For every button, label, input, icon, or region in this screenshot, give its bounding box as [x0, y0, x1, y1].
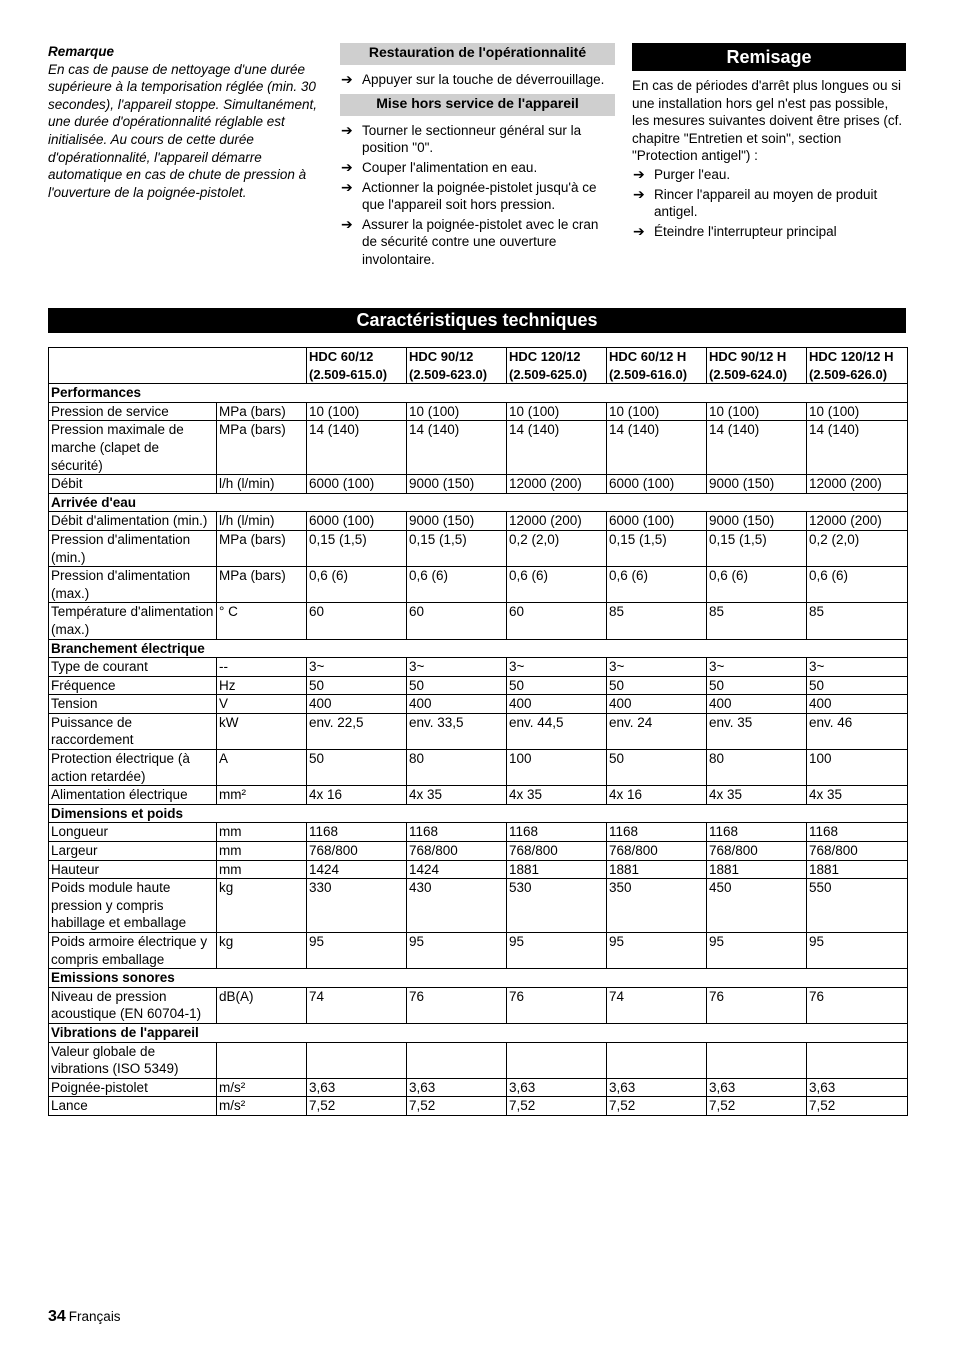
remisage-block [632, 43, 906, 242]
restauration-heading: Restauration de l'opérationnalité [340, 43, 615, 65]
row-unit: mm [217, 823, 307, 842]
value-cell: 7,52 [307, 1097, 407, 1116]
table-row [49, 713, 908, 749]
page-language: Français [68, 1309, 121, 1324]
value-cell: 3,63 [407, 1078, 507, 1097]
value-cell: 95 [307, 933, 407, 969]
value-cell: 1168 [707, 823, 807, 842]
value-cell: 7,52 [807, 1097, 908, 1116]
value-cell: 4x 16 [607, 786, 707, 805]
value-cell: 7,52 [707, 1097, 807, 1116]
row-unit: kW [217, 713, 307, 749]
arrow-right-icon: ➔ [341, 70, 353, 87]
value-cell: 3~ [507, 658, 607, 677]
table-row [49, 658, 908, 677]
value-cell: 95 [707, 933, 807, 969]
arrow-right-icon: ➔ [341, 178, 353, 195]
table-row [49, 842, 908, 861]
row-unit: A [217, 750, 307, 786]
value-cell: 4x 35 [507, 786, 607, 805]
remarque-title: Remarque [48, 44, 115, 59]
value-cell: 76 [707, 987, 807, 1023]
value-cell: 50 [507, 676, 607, 695]
header-empty-cell [49, 348, 307, 384]
value-cell: 3~ [707, 658, 807, 677]
value-cell: 3,63 [307, 1078, 407, 1097]
value-cell: 6000 (100) [307, 475, 407, 494]
row-unit: MPa (bars) [217, 402, 307, 421]
value-cell: 10 (100) [507, 402, 607, 421]
arrow-right-icon: ➔ [341, 121, 353, 138]
value-cell: 95 [507, 933, 607, 969]
table-row [49, 879, 908, 933]
section-row [49, 384, 908, 403]
list-item: ➔ Purger l'eau. [633, 165, 731, 182]
restauration-steps [340, 71, 615, 89]
value-cell: 1168 [407, 823, 507, 842]
value-cell: env. 24 [607, 713, 707, 749]
table-row [49, 475, 908, 494]
row-label: Pression maximale de marche (clapet de sécurité) [49, 421, 217, 475]
value-cell: 0,6 (6) [507, 567, 607, 603]
value-cell: 60 [307, 603, 407, 639]
value-cell: 0,6 (6) [807, 567, 908, 603]
value-cell: 76 [807, 987, 908, 1023]
value-cell: 85 [707, 603, 807, 639]
row-unit: kg [217, 933, 307, 969]
row-label: Alimentation électrique [49, 786, 217, 805]
value-cell: 330 [307, 879, 407, 933]
value-cell: 50 [407, 676, 507, 695]
list-item: ➔ Appuyer sur la touche de déverrouillage. [341, 70, 605, 87]
value-cell: 9000 (150) [707, 512, 807, 531]
list-item: ➔ Couper l'alimentation en eau. [341, 158, 538, 175]
value-cell: env. 44,5 [507, 713, 607, 749]
section-title: Emissions sonores [49, 969, 908, 988]
table-header-row [49, 348, 908, 384]
row-unit: V [217, 695, 307, 714]
value-cell: 3,63 [807, 1078, 908, 1097]
value-cell: 12000 (200) [807, 512, 908, 531]
column-header: HDC 120/12 H (2.509-626.0) [807, 348, 908, 384]
value-cell: 768/800 [807, 842, 908, 861]
value-cell: 95 [807, 933, 908, 969]
row-label: Fréquence [49, 676, 217, 695]
value-cell: 95 [407, 933, 507, 969]
value-cell: 0,6 (6) [607, 567, 707, 603]
value-cell: 0,15 (1,5) [407, 530, 507, 566]
value-cell: 100 [807, 750, 908, 786]
row-label: Poignée-pistolet [49, 1078, 217, 1097]
value-cell: 350 [607, 879, 707, 933]
value-cell: 400 [707, 695, 807, 714]
row-unit: m/s² [217, 1097, 307, 1116]
column-header: HDC 60/12 (2.509-615.0) [307, 348, 407, 384]
row-label: Valeur globale de vibrations (ISO 5349) [49, 1042, 217, 1078]
value-cell: 9000 (150) [407, 512, 507, 531]
row-unit: ° C [217, 603, 307, 639]
value-cell: 0,2 (2,0) [507, 530, 607, 566]
value-cell: 1881 [607, 860, 707, 879]
value-cell: 50 [307, 676, 407, 695]
value-cell: 14 (140) [707, 421, 807, 475]
value-cell: 50 [707, 676, 807, 695]
row-unit: kg [217, 879, 307, 933]
table-row [49, 695, 908, 714]
arrow-right-icon: ➔ [341, 158, 353, 175]
mise-hors-service-steps [340, 122, 615, 269]
section-row [49, 1023, 908, 1042]
row-label: Débit d'alimentation (min.) [49, 512, 217, 531]
section-row [49, 639, 908, 658]
value-cell: 76 [507, 987, 607, 1023]
value-cell: 6000 (100) [307, 512, 407, 531]
mise-hors-service-heading: Mise hors service de l'appareil [340, 94, 615, 116]
value-cell: 0,2 (2,0) [807, 530, 908, 566]
value-cell: 4x 35 [407, 786, 507, 805]
value-cell: 768/800 [407, 842, 507, 861]
remarque-block [48, 43, 326, 201]
row-unit: Hz [217, 676, 307, 695]
table-row [49, 530, 908, 566]
value-cell: 1424 [407, 860, 507, 879]
value-cell: 400 [507, 695, 607, 714]
value-cell: 14 (140) [807, 421, 908, 475]
value-cell: env. 35 [707, 713, 807, 749]
value-cell: env. 33,5 [407, 713, 507, 749]
arrow-right-icon: ➔ [341, 215, 353, 232]
value-cell: 14 (140) [607, 421, 707, 475]
arrow-right-icon: ➔ [633, 165, 645, 182]
list-item: ➔ Actionner la poignée-pistolet jusqu'à ce que l'appareil soit hors pression. [341, 178, 597, 213]
value-cell: 85 [607, 603, 707, 639]
value-cell: 1168 [607, 823, 707, 842]
value-cell: 60 [507, 603, 607, 639]
value-cell: 400 [607, 695, 707, 714]
row-label: Lance [49, 1097, 217, 1116]
column-header: HDC 120/12 (2.509-625.0) [507, 348, 607, 384]
row-unit: mm [217, 842, 307, 861]
value-cell: 1881 [807, 860, 908, 879]
value-cell: 12000 (200) [507, 512, 607, 531]
value-cell: 9000 (150) [707, 475, 807, 494]
value-cell: 10 (100) [807, 402, 908, 421]
value-cell: 85 [807, 603, 908, 639]
value-cell: 0,6 (6) [307, 567, 407, 603]
section-row [49, 969, 908, 988]
row-unit: -- [217, 658, 307, 677]
row-unit: l/h (l/min) [217, 512, 307, 531]
value-cell: 4x 16 [307, 786, 407, 805]
section-row [49, 804, 908, 823]
table-row [49, 567, 908, 603]
value-cell: 768/800 [307, 842, 407, 861]
table-row [49, 1097, 908, 1116]
value-cell: 3,63 [707, 1078, 807, 1097]
value-cell: 95 [607, 933, 707, 969]
row-label: Hauteur [49, 860, 217, 879]
section-title: Vibrations de l'appareil [49, 1023, 908, 1042]
value-cell [307, 1042, 407, 1078]
table-row [49, 933, 908, 969]
value-cell: 14 (140) [507, 421, 607, 475]
table-row [49, 421, 908, 475]
value-cell: 0,6 (6) [707, 567, 807, 603]
value-cell: 12000 (200) [807, 475, 908, 494]
list-item: ➔ Éteindre l'interrupteur principal [633, 222, 837, 239]
value-cell: 50 [607, 750, 707, 786]
row-label: Longueur [49, 823, 217, 842]
value-cell: 0,15 (1,5) [707, 530, 807, 566]
spec-body [49, 384, 908, 1116]
value-cell: 7,52 [407, 1097, 507, 1116]
row-unit: l/h (l/min) [217, 475, 307, 494]
list-item: ➔ Rincer l'appareil au moyen de produit antigel. [633, 185, 878, 220]
row-label: Tension [49, 695, 217, 714]
column-header: HDC 90/12 (2.509-623.0) [407, 348, 507, 384]
row-label: Poids armoire électrique y compris emballage [49, 933, 217, 969]
row-label: Type de courant [49, 658, 217, 677]
arrow-right-icon: ➔ [633, 222, 645, 239]
value-cell [507, 1042, 607, 1078]
table-row [49, 823, 908, 842]
value-cell: 3~ [807, 658, 908, 677]
row-unit: mm [217, 860, 307, 879]
row-unit: MPa (bars) [217, 567, 307, 603]
table-row [49, 512, 908, 531]
page-number: 34 [48, 1308, 66, 1325]
value-cell [407, 1042, 507, 1078]
list-item: ➔ Assurer la poignée-pistolet avec le cran de sécurité contre une ouverture involontaire. [341, 215, 599, 267]
section-title: Arrivée d'eau [49, 493, 908, 512]
value-cell: 4x 35 [707, 786, 807, 805]
value-cell: 1881 [707, 860, 807, 879]
value-cell: 9000 (150) [407, 475, 507, 494]
row-label: Poids module haute pression y compris habillage et emballage [49, 879, 217, 933]
value-cell: 80 [407, 750, 507, 786]
value-cell [707, 1042, 807, 1078]
value-cell: 3,63 [607, 1078, 707, 1097]
value-cell: 50 [807, 676, 908, 695]
value-cell: 530 [507, 879, 607, 933]
remarque-text: En cas de pause de nettoyage d'une durée supérieure à la temporisation réglée (min. 30 secondes), l'appareil stoppe. Simultanément, une durée d'opérationnalité réglable est initialisée. Au cours de cette durée d'opérationnalité, l'appareil démarre automatique en cas de chute de pression à l'ouverture de la poignée-pistolet. [48, 61, 317, 200]
value-cell: 400 [807, 695, 908, 714]
value-cell: 10 (100) [607, 402, 707, 421]
row-unit: m/s² [217, 1078, 307, 1097]
row-label: Puissance de raccordement [49, 713, 217, 749]
table-row [49, 750, 908, 786]
value-cell: 3~ [607, 658, 707, 677]
value-cell: 3,63 [507, 1078, 607, 1097]
value-cell: 14 (140) [407, 421, 507, 475]
row-label: Pression d'alimentation (min.) [49, 530, 217, 566]
remisage-steps [632, 166, 906, 240]
value-cell: env. 46 [807, 713, 908, 749]
row-label: Protection électrique (à action retardée) [49, 750, 217, 786]
row-label: Débit [49, 475, 217, 494]
spec-table [48, 347, 908, 1116]
remisage-intro: En cas de périodes d'arrêt plus longues ou si une installation hors gel n'est pas possible, les mesures suivantes doivent être prises (cf. chapitre "Entretien et soin", section "Protection antigel") : [632, 78, 903, 164]
operation-block [340, 43, 615, 271]
row-unit: mm² [217, 786, 307, 805]
value-cell: 10 (100) [407, 402, 507, 421]
row-label: Niveau de pression acoustique (EN 60704-1) [49, 987, 217, 1023]
remisage-heading: Remisage [632, 43, 906, 71]
value-cell: 100 [507, 750, 607, 786]
table-row [49, 402, 908, 421]
value-cell: 0,6 (6) [407, 567, 507, 603]
value-cell: env. 22,5 [307, 713, 407, 749]
value-cell: 6000 (100) [607, 512, 707, 531]
value-cell: 76 [407, 987, 507, 1023]
value-cell [807, 1042, 908, 1078]
arrow-right-icon: ➔ [633, 185, 645, 202]
value-cell: 50 [607, 676, 707, 695]
row-unit [217, 1042, 307, 1078]
value-cell: 1424 [307, 860, 407, 879]
list-item: ➔ Tourner le sectionneur général sur la position "0". [341, 121, 582, 156]
value-cell: 768/800 [507, 842, 607, 861]
value-cell: 3~ [407, 658, 507, 677]
table-row [49, 1042, 908, 1078]
value-cell: 50 [307, 750, 407, 786]
value-cell: 60 [407, 603, 507, 639]
row-label: Largeur [49, 842, 217, 861]
value-cell: 3~ [307, 658, 407, 677]
value-cell: 12000 (200) [507, 475, 607, 494]
value-cell: 1168 [507, 823, 607, 842]
value-cell: 1168 [807, 823, 908, 842]
section-title: Branchement électrique [49, 639, 908, 658]
value-cell: 0,15 (1,5) [607, 530, 707, 566]
section-title: Dimensions et poids [49, 804, 908, 823]
value-cell: 10 (100) [307, 402, 407, 421]
value-cell: 14 (140) [307, 421, 407, 475]
value-cell: 550 [807, 879, 908, 933]
column-header: HDC 60/12 H (2.509-616.0) [607, 348, 707, 384]
value-cell [607, 1042, 707, 1078]
section-row [49, 493, 908, 512]
row-unit: MPa (bars) [217, 530, 307, 566]
value-cell: 0,15 (1,5) [307, 530, 407, 566]
table-row [49, 676, 908, 695]
table-row [49, 786, 908, 805]
table-row [49, 603, 908, 639]
table-row [49, 1078, 908, 1097]
value-cell: 768/800 [707, 842, 807, 861]
value-cell: 1168 [307, 823, 407, 842]
table-row [49, 987, 908, 1023]
row-unit: MPa (bars) [217, 421, 307, 475]
value-cell: 80 [707, 750, 807, 786]
value-cell: 74 [607, 987, 707, 1023]
row-label: Pression de service [49, 402, 217, 421]
row-label: Température d'alimentation (max.) [49, 603, 217, 639]
value-cell: 6000 (100) [607, 475, 707, 494]
column-header: HDC 90/12 H (2.509-624.0) [707, 348, 807, 384]
value-cell: 10 (100) [707, 402, 807, 421]
value-cell: 7,52 [507, 1097, 607, 1116]
value-cell: 768/800 [607, 842, 707, 861]
value-cell: 400 [307, 695, 407, 714]
tech-heading: Caractéristiques techniques [48, 308, 906, 333]
value-cell: 74 [307, 987, 407, 1023]
table-row [49, 860, 908, 879]
page-footer [48, 1308, 121, 1326]
value-cell: 7,52 [607, 1097, 707, 1116]
value-cell: 1881 [507, 860, 607, 879]
value-cell: 400 [407, 695, 507, 714]
value-cell: 4x 35 [807, 786, 908, 805]
row-label: Pression d'alimentation (max.) [49, 567, 217, 603]
row-unit: dB(A) [217, 987, 307, 1023]
section-title: Performances [49, 384, 908, 403]
value-cell: 430 [407, 879, 507, 933]
value-cell: 450 [707, 879, 807, 933]
